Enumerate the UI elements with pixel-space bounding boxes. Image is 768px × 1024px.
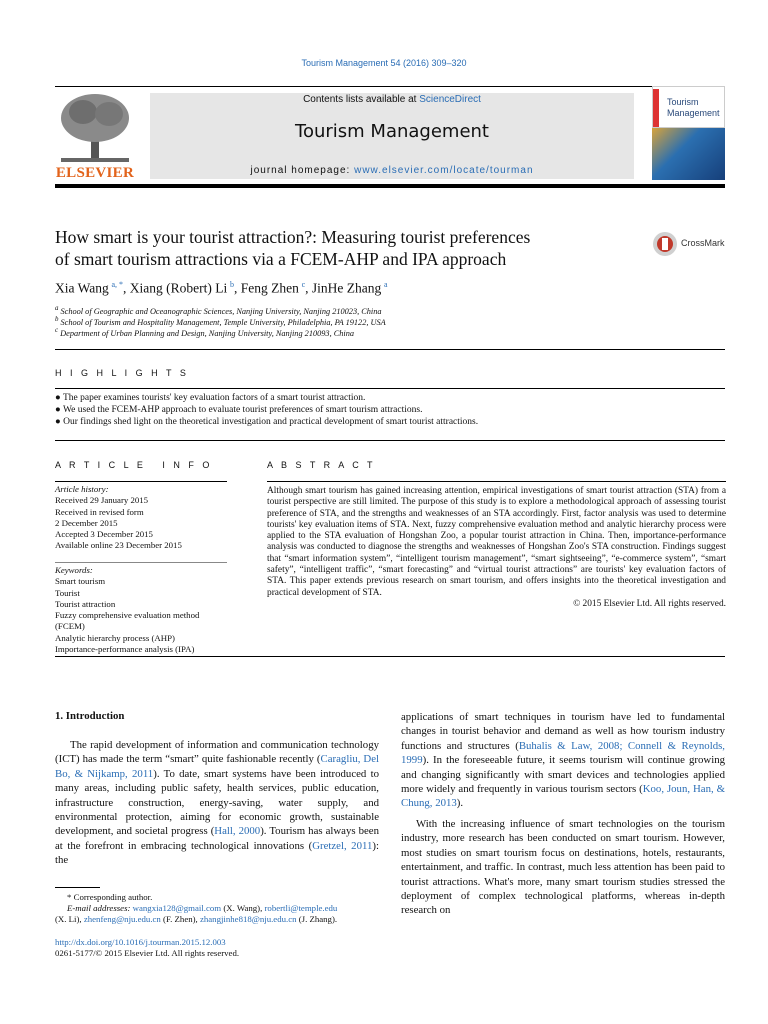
journal-title: Tourism Management [295, 121, 489, 142]
title-line2: of smart tourism attractions via a FCEM-AHP and IPA approach [55, 249, 507, 269]
section-heading: 1. Introduction [55, 710, 125, 722]
divider [55, 656, 725, 657]
history-line: 2 December 2015 [55, 517, 118, 528]
author-name: JinHe Zhang [311, 280, 382, 296]
paragraph-text: ). [456, 797, 464, 810]
issn-line: 0261-5177/© 2015 Elsevier Ltd. All rights reserved. [55, 948, 240, 958]
doi-link[interactable]: http://dx.doi.org/10.1016/j.tourman.2015.12.003 [55, 937, 226, 947]
divider [55, 440, 725, 441]
paragraph-text: ). Tourism has always been at the forefront in embracing technological innovations ( [55, 825, 379, 852]
abstract-copyright: © 2015 Elsevier Ltd. All rights reserved. [573, 598, 726, 609]
author-affil-mark[interactable]: b [229, 280, 234, 289]
cover-title-area [652, 86, 725, 128]
intro-paragraph-1 [55, 738, 379, 868]
sciencedirect-link[interactable]: ScienceDirect [419, 94, 481, 105]
cover-accent-bar [653, 89, 659, 127]
keyword: Smart tourism [55, 576, 106, 587]
header-thick-rule [55, 184, 725, 188]
keyword: Tourist attraction [55, 598, 116, 609]
author-name: Xia Wang [55, 280, 109, 296]
email-owner: (F. Zhen), [163, 914, 198, 924]
abstract-text: Although smart tourism has gained increasing attention, empirical investigations of smart tourist attraction (STA) from a tourist perspective are still limited. The purpose of this study is to explore a methodological approach of assessing tourist preference of STA, and the strengths and weaknesses of an STA accordingly. First, factor analysis was used to determine tourists' key evaluation items of STA. Next, fuzzy comprehensive evaluation method and analytic hierarchy process were applied to the STA evaluation of Hongshan Zoo, a popular tourist attraction in China. Then, importance-performance analysis was conducted to diagnose the strengths and weaknesses of Hongshan Zoo's STA construction. Findings suggest that “smart information system”, “intelligent tourism management”, “smart sightseeing”, “e-commerce system”, “smart safety”, “intelligent traffic”, “smart forecasting” and “virtual tourist attractions” are tourists' key evaluation factors of STA. This paper extends previous research on smart tourism, and offers insights into the theoretical investigation and practical development of STA. [267, 486, 726, 598]
cover-line2: Management [667, 108, 720, 118]
paragraph-text: The rapid development of information and communication technology (ICT) has made the term “smart” quite fashionable recently ( [55, 739, 379, 766]
title-line1: How smart is your tourist attraction?: Measuring tourist preferences [55, 227, 531, 247]
author-affil-mark[interactable]: a, * [111, 280, 124, 289]
highlight-item: ● We used the FCEM-AHP approach to evaluate tourist preferences of smart tourism attractions. [55, 405, 423, 415]
author-name: Feng Zhen [240, 280, 299, 296]
keyword: Fuzzy comprehensive evaluation method [55, 610, 200, 621]
email-owner: (J. Zhang). [298, 914, 338, 924]
contents-line [150, 94, 634, 105]
highlight-text: Our findings shed light on the theoretical investigation and practical development of smart tourist attractions. [63, 417, 479, 427]
author-affil-mark[interactable]: a [383, 280, 388, 289]
author-list: Xia Wang $^{a, *}$, Xiang (Robert) Li $^b$, Feng Zhen $^c$, JinHe Zhang $^a$ [55, 280, 388, 296]
history-line: Available online 23 December 2015 [55, 540, 182, 551]
divider [55, 349, 725, 350]
affiliation-mark: c [55, 327, 59, 334]
doi-block [55, 937, 385, 959]
email-label: E-mail addresses: [67, 903, 131, 913]
email-link[interactable]: robertli@temple.edu [264, 903, 338, 913]
abstract-label: A B S T R A C T [267, 460, 376, 470]
highlight-item: ● The paper examines tourists' key evaluation factors of a smart tourist attraction. [55, 393, 366, 403]
crossmark-label: CrossMark [681, 238, 725, 248]
citation-link[interactable]: Buhalis & Law, 2008; Connell & Reynolds, 1999 [401, 739, 725, 767]
highlight-text: The paper examines tourists' key evaluation factors of a smart tourist attraction. [62, 393, 366, 403]
footnote: * Corresponding author. E-mail addresses: wangxia128@gmail.com (X. Wang), robertli@temple.edu (X. Li), zhenfeng@nju.edu.cn (F. Zhen), zhangjinhe818@nju.edu.cn (J. Zhang). [55, 892, 338, 924]
paragraph-text: ). To date, smart systems have been introduced to many areas, including public safety, health services, public education, infrastructure construction, energy-saving, water supply, and environmental protection, aiming for economic growth, sustainable development, and societal progress ( [55, 767, 379, 838]
corresponding-note: Corresponding author. [73, 892, 153, 902]
crossmark-icon [652, 230, 678, 258]
abstract-body [267, 486, 726, 610]
footnote-rule [55, 887, 100, 888]
affiliation [55, 305, 655, 316]
keywords-block [55, 565, 227, 655]
journal-cover-thumbnail[interactable] [652, 86, 725, 180]
highlight-text: We used the FCEM-AHP approach to evaluate tourist preferences of smart tourism attractions. [62, 405, 423, 415]
journal-citation[interactable]: Tourism Management 54 (2016) 309–320 [301, 58, 467, 68]
divider [267, 481, 726, 482]
paragraph-text: ). In the foreseeable future, it seems tourism will continue growing and changing significantly with smart devices and technologies applied more widely and frequently in various tourism sectors ( [401, 754, 725, 796]
homepage-link[interactable]: www.elsevier.com/locate/tourman [354, 165, 534, 176]
affiliation-mark: b [55, 316, 59, 323]
contents-prefix: Contents lists available at [303, 94, 420, 105]
affiliation [55, 327, 655, 338]
email-link[interactable]: wangxia128@gmail.com [132, 903, 222, 913]
author-name: Xiang (Robert) Li [129, 280, 228, 296]
history-line: Accepted 3 December 2015 [55, 529, 153, 540]
keyword: (FCEM) [55, 621, 85, 632]
paper-title [55, 226, 645, 270]
article-history [55, 484, 227, 552]
header-rule [55, 86, 725, 87]
intro-paragraph-continued [401, 710, 725, 811]
highlight-item: ● Our findings shed light on the theoretical investigation and practical development of smart tourist attractions. [55, 417, 479, 427]
email-owner: (X. Wang), [223, 903, 263, 913]
history-label: Article history: [55, 484, 109, 494]
citation-link[interactable]: Hall, 2000 [214, 825, 261, 838]
publisher-name: ELSEVIER [55, 165, 135, 181]
affiliation-text: Department of Urban Planning and Design, Nanjing University, Nanjing 210093, China [60, 328, 354, 338]
keywords-label: Keywords: [55, 565, 93, 575]
affiliation-mark: a [55, 305, 59, 312]
history-line: Received 29 January 2015 [55, 495, 149, 506]
divider [55, 388, 725, 389]
keyword: Tourist [55, 587, 80, 598]
crossmark-badge[interactable] [652, 230, 727, 258]
keyword: Importance-performance analysis (IPA) [55, 644, 195, 655]
highlights-label: H I G H L I G H T S [55, 368, 189, 378]
divider [55, 562, 227, 563]
affiliation-text: School of Geographic and Oceanographic Sciences, Nanjing University, Nanjing 210023, China [60, 306, 382, 316]
keyword: Analytic hierarchy process (AHP) [55, 632, 175, 643]
citation-link[interactable]: Caragliu, Del Bo, & Nijkamp, 2011 [55, 753, 380, 780]
author-affil-mark[interactable]: c [301, 280, 306, 289]
homepage-prefix: journal homepage: [250, 165, 355, 176]
history-line: Received in revised form [55, 506, 144, 517]
affiliation-text: School of Tourism and Hospitality Management, Temple University, Philadelphia, PA 19122, USA [60, 317, 386, 327]
article-info-label: A R T I C L E I N F O [55, 460, 213, 470]
email-owner: (X. Li), [55, 914, 82, 924]
citation-link[interactable]: Koo, Joun, Han, & Chung, 2013 [401, 783, 726, 810]
intro-paragraph-2: With the increasing influence of smart technologies on the tourism industry, more research has been conducted on smart tourism. However, most studies on smart tourism focus on destinations, hotels, restaurants, entertainment, and traffic. In contrast, much less attention has been paid to tourist attractions. What's more, many smart tourism studies stressed the deployment of complex technological platforms, whereas in-depth research on [401, 818, 725, 917]
cover-image [652, 128, 725, 180]
email-link[interactable]: zhangjinhe818@nju.edu.cn [199, 914, 297, 924]
affiliation [55, 316, 655, 327]
paragraph-text: applications of smart techniques in tourism have led to fundamental changes in tourist behavior and demand as well as how tourism industry functions and structures ( [401, 711, 725, 752]
cover-line1: Tourism [667, 97, 699, 107]
divider [55, 481, 227, 482]
paragraph-text: ): the [55, 839, 379, 867]
citation-link[interactable]: Gretzel, 2011 [312, 839, 373, 852]
journal-homepage [150, 165, 634, 176]
email-link[interactable]: zhenfeng@nju.edu.cn [83, 914, 161, 924]
